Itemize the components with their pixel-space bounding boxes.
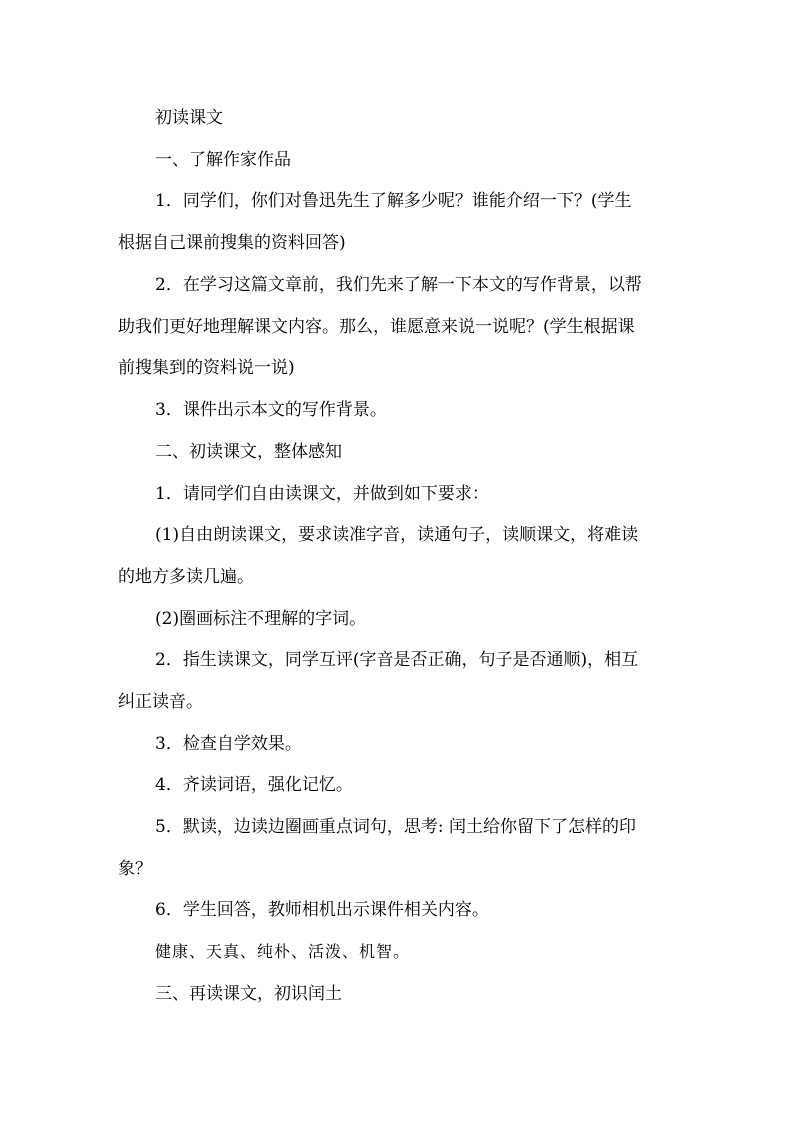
paragraph: 2．指生读课文，同学互评(字音是否正确，句子是否通顺)，相互 xyxy=(155,650,639,670)
section-heading-1: 一、了解作家作品 xyxy=(155,150,291,170)
section-heading-3: 三、再读课文，初识闰土 xyxy=(155,984,342,1004)
answer-text: 健康、天真、纯朴、活泼、机智。 xyxy=(155,942,411,961)
paragraph: 1．请同学们自由读课文，并做到如下要求： xyxy=(155,484,489,504)
paragraph: 根据自己课前搜集的资料回答) xyxy=(118,233,346,253)
paragraph: 3．检查自学效果。 xyxy=(155,734,302,754)
section-heading-2: 二、初读课文，整体感知 xyxy=(155,442,342,462)
paragraph: 5．默读，边读边圈画重点词句，思考: 闰土给你留下了怎样的印 xyxy=(155,817,636,837)
paragraph: 3．课件出示本文的写作背景。 xyxy=(155,400,387,420)
paragraph: (2)圈画标注不理解的字词。 xyxy=(155,609,367,629)
paragraph: (1)自由朗读课文，要求读准字音，读通句子，读顺课文，将难读 xyxy=(155,525,639,545)
paragraph: 象？ xyxy=(118,859,152,879)
page-title: 初读课文 xyxy=(155,108,223,128)
paragraph: 4．齐读词语，强化记忆。 xyxy=(155,775,353,795)
paragraph: 纠正读音。 xyxy=(118,692,203,712)
paragraph: 助我们更好地理解课文内容。那么，谁愿意来说一说呢？(学生根据课 xyxy=(118,317,635,337)
paragraph: 2．在学习这篇文章前，我们先来了解一下本文的写作背景，以帮 xyxy=(155,275,642,295)
paragraph: 1．同学们，你们对鲁迅先生了解多少呢？谁能介绍一下？(学生 xyxy=(155,191,632,211)
paragraph: 的地方多读几遍。 xyxy=(118,567,254,587)
paragraph: 前搜集到的资料说一说) xyxy=(118,358,295,378)
paragraph: 6．学生回答，教师相机出示课件相关内容。 xyxy=(155,900,489,920)
